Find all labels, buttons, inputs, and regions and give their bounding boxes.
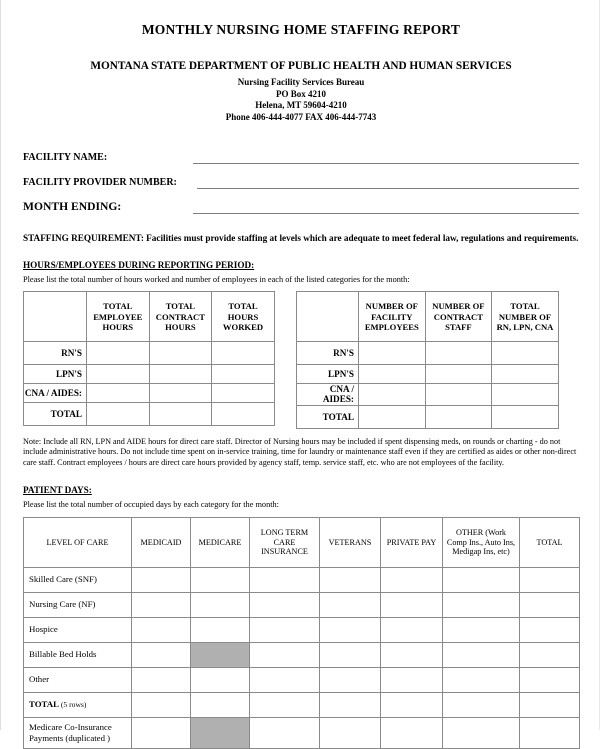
column-header: OTHER (Work Comp Ins., Auto Ins, Medigap Ins, etc): [443, 517, 520, 567]
column-header: NUMBER OF CONTRACT STAFF: [425, 292, 492, 342]
table-row: [297, 342, 559, 365]
data-cell[interactable]: [132, 617, 191, 642]
hours-section-instruction: Please list the total number of hours worked and number of employees in each of the listed categories for the month:: [23, 274, 410, 284]
data-cell[interactable]: [132, 692, 191, 717]
data-cell[interactable]: [149, 365, 212, 384]
staffing-tables: [23, 291, 579, 428]
data-cell[interactable]: [320, 667, 381, 692]
bureau-name: Nursing Facility Services Bureau: [237, 77, 365, 87]
table-header-row: [297, 292, 559, 342]
data-cell[interactable]: [520, 692, 580, 717]
data-cell[interactable]: [381, 592, 443, 617]
table-row: [24, 365, 275, 384]
column-header: PRIVATE PAY: [381, 517, 443, 567]
data-cell[interactable]: [320, 592, 381, 617]
table-row: [24, 342, 275, 365]
column-header: LONG TERM CARE INSURANCE: [250, 517, 320, 567]
data-cell[interactable]: [87, 342, 150, 365]
data-cell[interactable]: [381, 642, 443, 667]
data-cell[interactable]: [149, 342, 212, 365]
data-cell[interactable]: [443, 617, 520, 642]
data-cell[interactable]: [132, 642, 191, 667]
field-row-facility-name: [23, 150, 579, 164]
patient-days-table: [23, 517, 580, 749]
data-cell[interactable]: [443, 642, 520, 667]
city-state-zip: Helena, MT 59604-4210: [255, 100, 347, 111]
department-name: MONTANA STATE DEPARTMENT OF PUBLIC HEALTH AND HUMAN SERVICES: [90, 60, 512, 72]
data-cell[interactable]: [191, 692, 250, 717]
data-cell[interactable]: [359, 405, 426, 428]
contact-line: Phone 406-444-4077 FAX 406-444-7743: [225, 111, 377, 122]
table-row: [297, 384, 559, 405]
corner-cell: [297, 292, 359, 342]
data-cell[interactable]: [492, 365, 559, 384]
data-cell[interactable]: [87, 365, 150, 384]
data-cell[interactable]: [212, 342, 275, 365]
hours-section-header: [23, 245, 579, 286]
data-cell[interactable]: [132, 717, 191, 748]
row-label: Medicare Co-Insurance Payments (duplicated ): [24, 717, 132, 748]
data-cell[interactable]: [520, 592, 580, 617]
table-row: [297, 405, 559, 428]
form-fields: [23, 150, 579, 214]
total-row-count: (5 rows): [59, 700, 87, 710]
column-header: TOTAL HOURS WORKED: [212, 292, 275, 342]
data-cell[interactable]: [320, 692, 381, 717]
data-cell[interactable]: [492, 342, 559, 365]
data-cell[interactable]: [425, 384, 492, 405]
facility-provider-number-label: FACILITY PROVIDER NUMBER:: [23, 177, 177, 189]
table-row: [24, 592, 580, 617]
patient-days-heading: PATIENT DAYS:: [23, 485, 92, 496]
note-text: Note: Include all RN, LPN and AIDE hours for direct care staff. Director of Nursing hours may be included if spent dispensing meds, on rounds or charting - do not include administrative hours. Do not include time spent on in-service training, time for laundry or maintenance staff even if they are certified as aides or other non-direct care staff. Contract employees / hours are direct care hours provided by agency staff, temp. service staff, etc. who are not employees of the facility.: [23, 436, 577, 467]
table-row-total: [24, 692, 580, 717]
data-cell[interactable]: [443, 567, 520, 592]
column-header: TOTAL NUMBER OF RN, LPN, CNA: [492, 292, 559, 342]
column-header: TOTAL CONTRACT HOURS: [149, 292, 212, 342]
column-header: TOTAL EMPLOYEE HOURS: [87, 292, 150, 342]
facility-name-input[interactable]: [193, 150, 579, 164]
patient-days-table-wrap: [23, 517, 579, 749]
data-cell[interactable]: [250, 617, 320, 642]
column-header: MEDICAID: [132, 517, 191, 567]
column-header: MEDICARE: [191, 517, 250, 567]
document-body: [23, 0, 579, 749]
hours-section-heading: HOURS/EMPLOYEES DURING REPORTING PERIOD:: [23, 259, 255, 270]
data-cell[interactable]: [359, 384, 426, 405]
data-cell[interactable]: [443, 717, 520, 748]
row-label: TOTAL: [297, 405, 359, 428]
data-cell[interactable]: [212, 365, 275, 384]
row-label: Billable Bed Holds: [24, 642, 132, 667]
table-row: [24, 403, 275, 426]
month-ending-label: MONTH ENDING:: [23, 200, 122, 214]
row-label: CNA / AIDES:: [24, 384, 87, 403]
row-label: Hospice: [24, 617, 132, 642]
row-label: Skilled Care (SNF): [24, 567, 132, 592]
data-cell[interactable]: [425, 405, 492, 428]
data-cell[interactable]: [381, 717, 443, 748]
data-cell[interactable]: [425, 365, 492, 384]
hours-table-left: [23, 291, 275, 426]
table-row: [297, 365, 559, 384]
data-cell[interactable]: [191, 592, 250, 617]
data-cell[interactable]: [520, 667, 580, 692]
field-row-month-ending: [23, 200, 579, 214]
facility-name-label: FACILITY NAME:: [23, 152, 108, 164]
data-cell[interactable]: [492, 405, 559, 428]
hours-table-right: [296, 291, 559, 428]
data-cell[interactable]: [191, 567, 250, 592]
data-cell[interactable]: [250, 717, 320, 748]
data-cell[interactable]: [132, 567, 191, 592]
patient-days-instruction: Please list the total number of occupied days by each category for the month:: [23, 500, 279, 510]
row-label: Nursing Care (NF): [24, 592, 132, 617]
data-cell[interactable]: [443, 692, 520, 717]
total-label: TOTAL: [29, 699, 59, 710]
row-label: TOTAL: [24, 403, 87, 426]
data-cell[interactable]: [132, 667, 191, 692]
table-row: [24, 617, 580, 642]
table-row: [24, 567, 580, 592]
data-cell[interactable]: [87, 403, 150, 426]
data-cell-disabled: [191, 717, 250, 748]
row-label-total: [24, 692, 132, 717]
table-header-row: [24, 517, 580, 567]
table-gap: [274, 291, 296, 428]
data-cell[interactable]: [381, 617, 443, 642]
month-ending-input[interactable]: [193, 200, 579, 214]
data-cell[interactable]: [132, 592, 191, 617]
data-cell[interactable]: [520, 567, 580, 592]
data-cell[interactable]: [87, 384, 150, 403]
corner-cell: [24, 292, 87, 342]
data-cell-disabled: [191, 642, 250, 667]
data-cell[interactable]: [359, 342, 426, 365]
data-cell[interactable]: [250, 692, 320, 717]
data-cell[interactable]: [381, 692, 443, 717]
row-label: LPN'S: [24, 365, 87, 384]
table-row: [24, 717, 580, 748]
table-row: [24, 667, 580, 692]
row-label: CNA / AIDES:: [297, 384, 359, 405]
data-cell[interactable]: [320, 642, 381, 667]
hours-table-left-wrap: [23, 291, 274, 428]
data-cell[interactable]: [191, 617, 250, 642]
data-cell[interactable]: [520, 617, 580, 642]
data-cell[interactable]: [250, 567, 320, 592]
staffing-requirement-text: STAFFING REQUIREMENT: Facilities must provide staffing at levels which are adequate to meet federal law, regulations and requirements.: [23, 233, 579, 244]
row-label: LPN'S: [297, 365, 359, 384]
data-cell[interactable]: [443, 592, 520, 617]
patient-days-section-header: [23, 480, 579, 511]
agency-address-block: [23, 77, 579, 123]
data-cell[interactable]: [250, 592, 320, 617]
table-header-row: [24, 292, 275, 342]
hours-table-right-wrap: [296, 291, 558, 428]
data-cell[interactable]: [320, 567, 381, 592]
data-cell[interactable]: [212, 403, 275, 426]
data-cell[interactable]: [191, 667, 250, 692]
data-cell[interactable]: [250, 667, 320, 692]
data-cell[interactable]: [520, 717, 580, 748]
column-header: TOTAL: [520, 517, 580, 567]
data-cell[interactable]: [320, 717, 381, 748]
data-cell[interactable]: [381, 567, 443, 592]
row-label: Other: [24, 667, 132, 692]
data-cell[interactable]: [212, 384, 275, 403]
table-row: [24, 642, 580, 667]
row-label: RN'S: [24, 342, 87, 365]
field-row-provider-number: [23, 175, 579, 189]
po-box: PO Box 4210: [275, 88, 326, 99]
data-cell[interactable]: [425, 342, 492, 365]
page-title: MONTHLY NURSING HOME STAFFING REPORT: [141, 22, 461, 37]
row-label: RN'S: [297, 342, 359, 365]
data-cell[interactable]: [320, 617, 381, 642]
data-cell[interactable]: [492, 384, 559, 405]
data-cell[interactable]: [520, 642, 580, 667]
data-cell[interactable]: [250, 642, 320, 667]
data-cell[interactable]: [381, 667, 443, 692]
column-header: LEVEL OF CARE: [24, 517, 132, 567]
data-cell[interactable]: [149, 403, 212, 426]
facility-provider-number-input[interactable]: [197, 175, 579, 189]
data-cell[interactable]: [149, 384, 212, 403]
data-cell[interactable]: [359, 365, 426, 384]
column-header: NUMBER OF FACILITY EMPLOYEES: [359, 292, 426, 342]
data-cell[interactable]: [443, 667, 520, 692]
column-header: VETERANS: [320, 517, 381, 567]
table-row: [24, 384, 275, 403]
